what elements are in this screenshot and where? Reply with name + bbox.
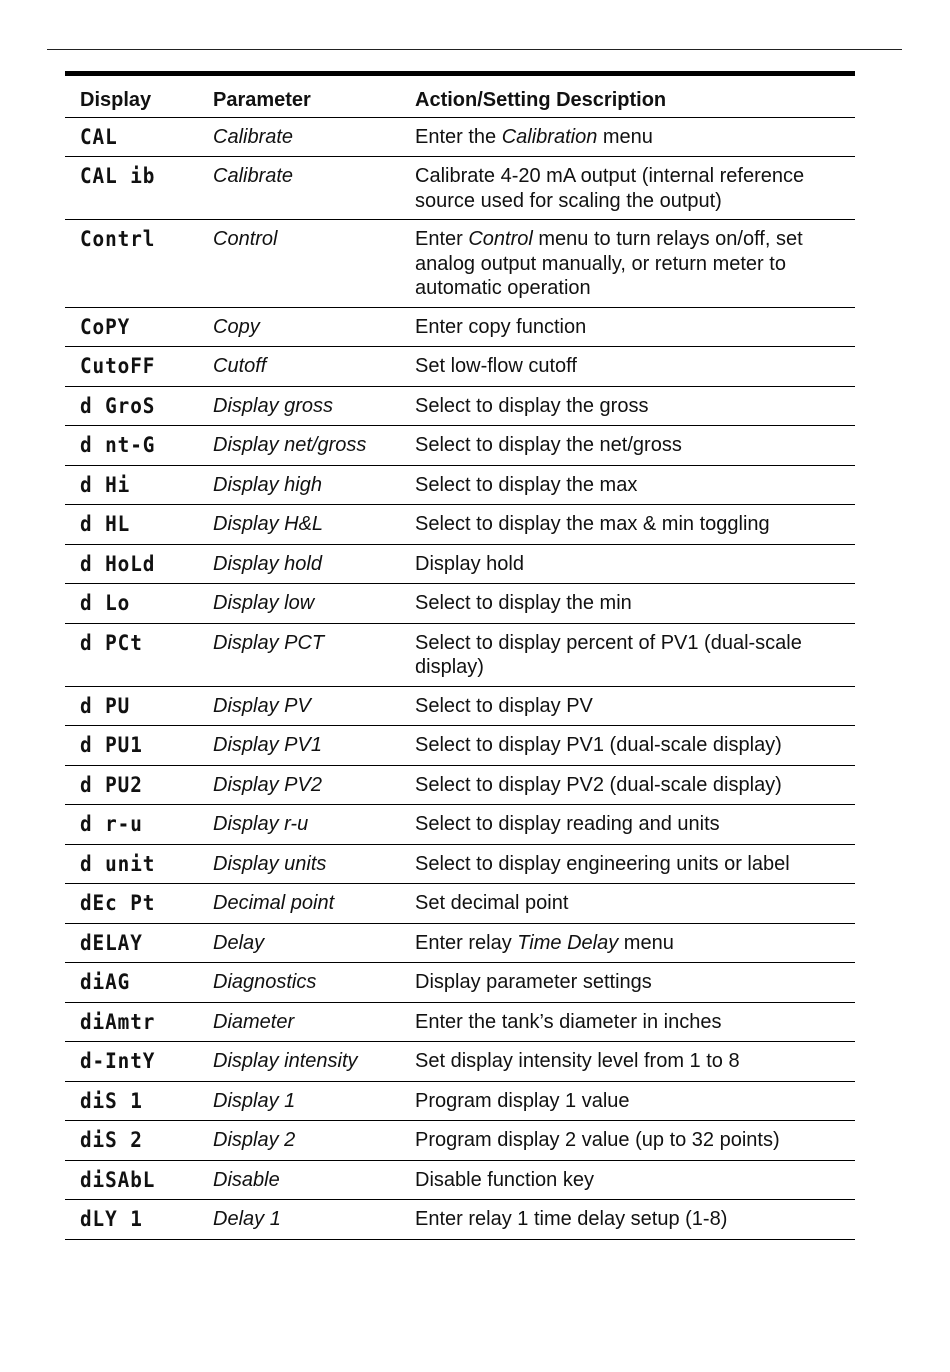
display-code-cell — [65, 923, 213, 963]
parameter-cell: Decimal point — [213, 884, 415, 924]
table-row — [65, 584, 855, 624]
display-code-cell — [65, 884, 213, 924]
parameter-cell: Display 2 — [213, 1121, 415, 1161]
display-code: d PU2 — [80, 772, 143, 797]
parameter-cell: Display units — [213, 844, 415, 884]
display-code: diS 1 — [80, 1088, 143, 1113]
table-row — [65, 117, 855, 157]
parameter-cell: Display 1 — [213, 1081, 415, 1121]
description-text-end: menu — [597, 125, 653, 148]
parameter-cell: Display H&L — [213, 505, 415, 545]
parameter-cell: Delay — [213, 923, 415, 963]
parameter-cell: Display r-u — [213, 805, 415, 845]
parameter-table — [65, 71, 855, 1240]
description-text: Select to display PV2 (dual-scale display) — [415, 773, 782, 796]
table-header-row — [65, 74, 855, 118]
display-code-cell — [65, 1160, 213, 1200]
description-cell — [415, 726, 855, 766]
description-cell — [415, 584, 855, 624]
table-body — [65, 117, 855, 1239]
display-code-cell — [65, 963, 213, 1003]
description-cell — [415, 923, 855, 963]
display-code-cell — [65, 1002, 213, 1042]
table-row — [65, 465, 855, 505]
display-code: diAmtr — [80, 1009, 156, 1034]
table-row — [65, 805, 855, 845]
table-row — [65, 686, 855, 726]
display-code: d Hi — [80, 472, 131, 497]
description-cell — [415, 884, 855, 924]
description-cell — [415, 963, 855, 1003]
display-code: d PU — [80, 693, 131, 718]
description-text: Select to display the gross — [415, 394, 649, 417]
description-text: Enter — [415, 228, 469, 250]
parameter-cell: Display net/gross — [213, 426, 415, 466]
parameter-cell: Display PV — [213, 686, 415, 726]
description-text: Set decimal point — [415, 892, 569, 914]
display-code-cell — [65, 117, 213, 157]
display-code-cell — [65, 505, 213, 545]
description-text-end: menu to turn relays on/off, set analog output manually, or return meter to automatic operation — [415, 228, 803, 299]
description-cell — [415, 544, 855, 584]
description-text: Enter the tank’s diameter in inches — [415, 1010, 722, 1033]
display-code: CutoFF — [80, 354, 156, 378]
display-code-cell — [65, 544, 213, 584]
description-cell — [415, 686, 855, 726]
display-code: CAL ib — [80, 164, 156, 188]
display-code: d-IntY — [80, 1049, 156, 1073]
display-code: d PU1 — [80, 733, 143, 757]
description-text-end: menu — [618, 931, 674, 954]
display-code-cell — [65, 686, 213, 726]
display-code-cell — [65, 1042, 213, 1082]
parameter-cell: Display PCT — [213, 623, 415, 686]
description-text: Set low-flow cutoff — [415, 355, 577, 377]
table-row — [65, 1160, 855, 1200]
display-code: CAL — [80, 124, 118, 149]
description-text: Set display intensity level from 1 to 8 — [415, 1050, 740, 1072]
display-code: d GroS — [80, 393, 156, 418]
description-text: Enter relay 1 time delay setup (1-8) — [415, 1208, 728, 1230]
parameter-cell: Display PV1 — [213, 726, 415, 766]
table-row — [65, 307, 855, 347]
description-cell — [415, 386, 855, 426]
header-description: Action/Setting Description — [415, 74, 855, 118]
display-code-cell — [65, 1121, 213, 1161]
parameter-cell: Calibrate — [213, 117, 415, 157]
description-emphasis: Time Delay — [517, 931, 619, 954]
description-text: Display parameter settings — [415, 971, 652, 993]
description-cell — [415, 623, 855, 686]
display-code: dELAY — [80, 930, 143, 955]
parameter-cell: Display high — [213, 465, 415, 505]
display-code: dEc Pt — [80, 891, 156, 915]
description-text: Calibrate 4-20 mA output (internal reference source used for scaling the output) — [415, 165, 805, 212]
header-parameter: Parameter — [213, 74, 415, 118]
parameter-cell: Diameter — [213, 1002, 415, 1042]
description-text: Select to display reading and units — [415, 813, 720, 835]
table-row — [65, 844, 855, 884]
table-row — [65, 1042, 855, 1082]
parameter-cell: Display hold — [213, 544, 415, 584]
display-code: d Lo — [80, 591, 131, 615]
parameter-cell: Calibrate — [213, 157, 415, 220]
table-row — [65, 1200, 855, 1240]
display-code: d nt-G — [80, 433, 156, 457]
parameter-cell: Control — [213, 220, 415, 308]
description-text: Select to display the min — [415, 592, 632, 614]
description-cell — [415, 465, 855, 505]
description-text: Select to display percent of PV1 (dual-scale display) — [415, 631, 802, 678]
description-text: Disable function key — [415, 1168, 594, 1191]
display-code: Contrl — [80, 227, 156, 251]
description-cell — [415, 1002, 855, 1042]
description-cell — [415, 347, 855, 387]
description-emphasis: Control — [468, 228, 533, 250]
parameter-cell: Diagnostics — [213, 963, 415, 1003]
table-row — [65, 157, 855, 220]
description-cell — [415, 1042, 855, 1082]
description-cell — [415, 117, 855, 157]
display-code-cell — [65, 307, 213, 347]
description-cell — [415, 220, 855, 308]
description-text: Select to display the max — [415, 473, 638, 496]
parameter-cell: Delay 1 — [213, 1200, 415, 1240]
description-cell — [415, 1160, 855, 1200]
display-code-cell — [65, 465, 213, 505]
description-text: Display hold — [415, 552, 524, 575]
description-text: Select to display PV1 (dual-scale display) — [415, 734, 782, 756]
table-row — [65, 1002, 855, 1042]
table-row — [65, 220, 855, 308]
table-row — [65, 386, 855, 426]
display-code: d PCt — [80, 630, 143, 655]
display-code-cell — [65, 765, 213, 805]
description-text: Select to display engineering units or label — [415, 852, 790, 875]
table-row — [65, 544, 855, 584]
display-code: d r-u — [80, 812, 143, 836]
parameter-cell: Display low — [213, 584, 415, 624]
display-code: d HL — [80, 512, 131, 536]
display-code-cell — [65, 386, 213, 426]
description-cell — [415, 505, 855, 545]
display-code: dLY 1 — [80, 1207, 143, 1231]
description-cell — [415, 1121, 855, 1161]
page-header-rule — [47, 49, 902, 50]
table-row — [65, 884, 855, 924]
display-code: d unit — [80, 851, 156, 876]
table-row — [65, 1081, 855, 1121]
table-row — [65, 765, 855, 805]
display-code-cell — [65, 1081, 213, 1121]
description-text: Select to display the net/gross — [415, 434, 682, 456]
description-cell — [415, 805, 855, 845]
table-row — [65, 505, 855, 545]
display-code: diS 2 — [80, 1128, 143, 1152]
description-cell — [415, 157, 855, 220]
description-cell — [415, 1081, 855, 1121]
description-emphasis: Calibration — [501, 125, 598, 148]
description-text: Select to display PV — [415, 694, 593, 717]
header-display: Display — [65, 74, 213, 118]
display-code-cell — [65, 220, 213, 308]
display-code: diSAbL — [80, 1167, 156, 1192]
display-code-cell — [65, 623, 213, 686]
description-text: Program display 1 value — [415, 1089, 630, 1112]
description-text: Program display 2 value (up to 32 points) — [415, 1129, 780, 1151]
display-code: d HoLd — [80, 551, 156, 576]
display-code-cell — [65, 347, 213, 387]
description-cell — [415, 1200, 855, 1240]
table-row — [65, 923, 855, 963]
description-cell — [415, 844, 855, 884]
display-code-cell — [65, 726, 213, 766]
display-code-cell — [65, 157, 213, 220]
display-code: diAG — [80, 970, 131, 994]
description-text: Select to display the max & min toggling — [415, 513, 770, 535]
description-text: Enter relay — [415, 931, 518, 954]
display-code-cell — [65, 844, 213, 884]
table-row — [65, 963, 855, 1003]
parameter-cell: Copy — [213, 307, 415, 347]
parameter-cell: Display gross — [213, 386, 415, 426]
display-code-cell — [65, 805, 213, 845]
table-row — [65, 426, 855, 466]
description-text: Enter copy function — [415, 315, 587, 338]
description-cell — [415, 765, 855, 805]
display-code: CoPY — [80, 314, 131, 339]
table-row — [65, 1121, 855, 1161]
display-code-cell — [65, 584, 213, 624]
display-code-cell — [65, 426, 213, 466]
table-row — [65, 347, 855, 387]
parameter-cell: Cutoff — [213, 347, 415, 387]
display-code-cell — [65, 1200, 213, 1240]
table-row — [65, 623, 855, 686]
table-row — [65, 726, 855, 766]
description-cell — [415, 307, 855, 347]
description-text: Enter the — [415, 125, 502, 148]
parameter-cell: Disable — [213, 1160, 415, 1200]
parameter-cell: Display intensity — [213, 1042, 415, 1082]
description-cell — [415, 426, 855, 466]
parameter-cell: Display PV2 — [213, 765, 415, 805]
